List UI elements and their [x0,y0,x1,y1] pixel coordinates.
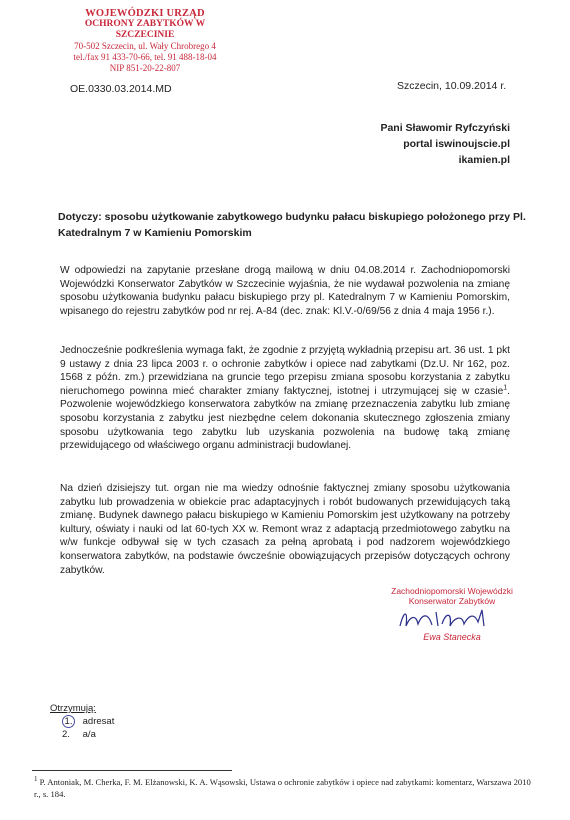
signature-block [382,586,522,642]
signatory-name: Ewa Stanecka [423,632,481,642]
recipient-item [50,728,114,741]
addressee-line-2: portal iswinoujscie.pl [403,138,510,150]
stamp-line-2: OCHRONY ZABYTKÓW W SZCZECINIE [84,19,206,40]
recipient-number: 2. [62,729,70,740]
footnote-text: P. Antoniak, M. Cherka, F. M. Elżanowski, K. A. Wąsowski, Ustawa o ochronie zabytków i opiece nad zabytkami: komentarz, Warszawa 2010 r., s. 184. [34,777,531,799]
addressee-line-3: ikamien.pl [458,154,510,166]
stamp-line-5: NIP 851-20-22-807 [109,63,181,73]
recipients-list [50,702,114,741]
recipient-item [50,715,114,728]
recipient-text: adresat [82,716,115,727]
stamp-line-4: tel./fax 91 433-70-66, tel. 91 488-18-04 [73,52,217,62]
signature-title-line-2: Konserwator Zabytków [408,596,496,606]
footnote-reference: 1 [503,384,508,392]
addressee-block [380,120,510,168]
reference-number: OE.0330.03.2014.MD [70,83,172,95]
addressee-name: Pani Sławomir Ryfczyński [380,122,510,134]
handwritten-signature [392,606,512,632]
paragraph-1: W odpowiedzi na zapytanie przesłane drogą mailową w dniu 04.08.2014 r. Zachodniopomorski Wojewódzki Konserwator Zabytków w Szczecinie wyjaśnia, że nie wydawał pozwolenia na zmianę sposobu użytkowania budynku pałacu biskupiego przy pl. Katedralnym 7 w Kamieniu Pomorskim, wpisanego do rejestru zabytków pod nr rej. A-84 (dec. znak: Kl.V.-0/69/56 z dnia 4 maja 1956 r.). [60,265,510,317]
stamp-line-3: 70-502 Szczecin, ul. Wały Chrobrego 4 [74,41,216,51]
footnote-divider [32,770,232,771]
recipient-text: a/a [82,729,96,740]
signature-title-line-1: Zachodniopomorski Wojewódzki [391,586,513,596]
paragraph-2-part-b: . Pozwolenie wojewódzkiego konserwatora zabytków na zmianę przeznaczenia zabytku lub zmianę sposobu korzystania z zabytku jest niezbędne celem dokonania skutecznego zgłoszenia zmiany sposobu użytkowania tego zabytku lub uzyskania pozwolenia na budowę taką zmianę przewidującego od właściwego organu administracji budowlanej. [60,385,510,452]
subject-line: Dotyczy: sposobu użytkowanie zabytkowego budynku pałacu biskupiego położonego przy Pl. Katedralnym 7 w Kamieniu Pomorskim [58,211,526,239]
stamp-line-1: WOJEWÓDZKI URZĄD [85,8,205,19]
footnote [34,776,534,800]
recipient-number: 1. [62,715,75,728]
paragraph-3: Na dzień dzisiejszy tut. organ nie ma wiedzy odnośnie faktycznej zmiany sposobu użytkowania zabytku lub prowadzenia w obiekcie prac adaptacyjnych i robót budowanych przewidujących taką zmianę. Budynek dawnego pałacu biskupiego w Kamieniu Pomorskim jest użytkowany na potrzeby kultury, oświaty i nauki od lat 60-tych XX w. Remont wraz z adaptacją przedmiotowego zabytku na w/w funkcje odbywał się w tych czasach za pełną aprobatą i pod nadzorem wojewódzkiego konserwatora zabytków, na podstawie ówcześnie obowiązujących przepisów dotyczących ochrony zabytków. [60,483,510,576]
recipients-heading: Otrzymują: [50,703,96,714]
footnote-mark: 1 [34,775,38,784]
paragraph-2 [60,344,510,453]
place-date: Szczecin, 10.09.2014 r. [397,80,507,92]
office-stamp [60,8,230,74]
paragraph-2-part-a: Jednocześnie podkreślenia wymaga fakt, że zgodnie z przyjętą wykładnią przepisu art. 36 ust. 1 pkt 9 ustawy z dnia 23 lipca 2003 r. o ochronie zabytków i opiece nad zabytkami (Dz.U. Nr 162, poz. 1568 z późn. zm.) przewidziana na gruncie tego przepisu zmiana sposobu korzystania z zabytku nieruchomego powinna mieć charakter zmiany faktycznej, istotnej i utrzymującej się w czasie [60,345,510,397]
